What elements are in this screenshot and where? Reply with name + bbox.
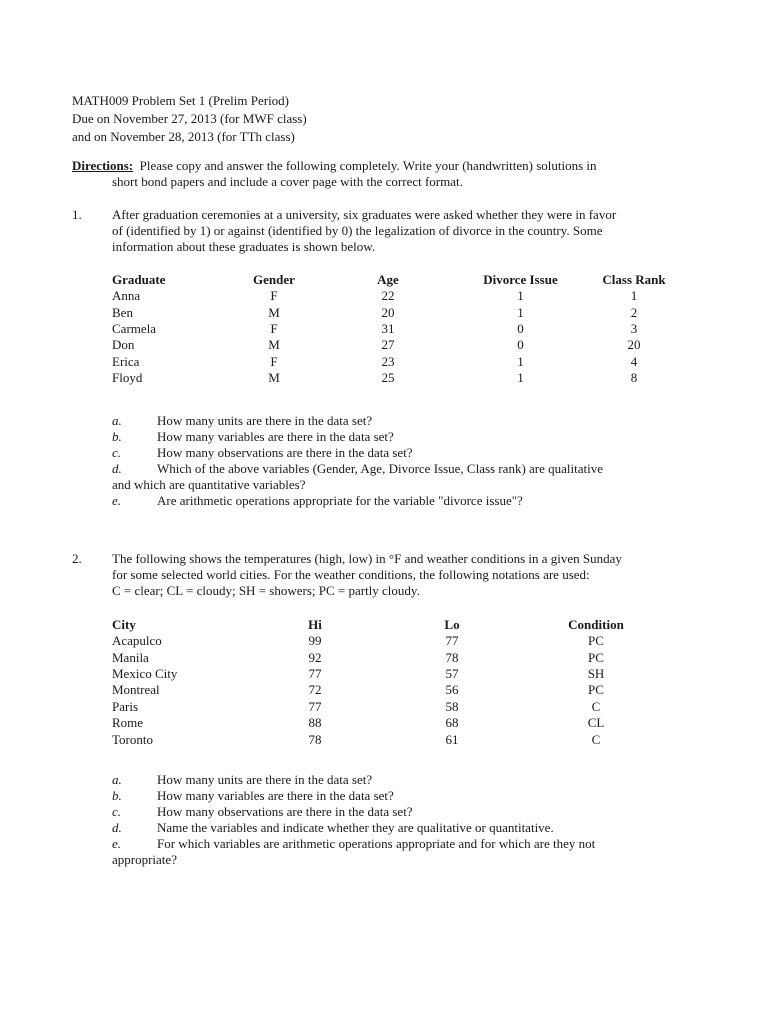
column-header: Divorce Issue [483,271,558,287]
table-cell: Floyd [112,370,143,386]
table-cell: Montreal [112,682,160,698]
table-cell: PC [588,633,604,649]
table-cell: M [268,304,280,320]
sub-questions [112,413,712,509]
table-cell: 1 [517,288,524,304]
sub-question-continued: appropriate? [112,851,177,867]
column-header: Gender [253,271,295,287]
table-cell: 27 [381,337,395,353]
table-row [112,649,644,665]
sub-questions [112,772,712,868]
table-row [112,337,695,353]
column-header: Graduate [112,271,166,287]
table-cell: F [270,320,278,336]
sub-question-text: How many variables are there in the data set? [157,429,394,445]
table-cell: 22 [381,288,395,304]
graduates-table [112,271,695,386]
table-cell: 92 [308,649,322,665]
table-cell: Acapulco [112,633,162,649]
table-cell: Anna [112,288,141,304]
table-row [112,304,695,320]
table-cell: 1 [517,353,524,369]
directions-text-continued: short bond papers and include a cover page with the correct format. [112,174,463,189]
table-cell: PC [588,682,604,698]
sub-question-text: How many variables are there in the data set? [157,787,394,803]
table-cell: C [591,698,601,714]
table-cell: 88 [308,715,322,731]
table-cell: 77 [308,698,322,714]
table-cell: 78 [445,649,459,665]
table-row [112,699,644,715]
question-number: 1. [72,207,82,222]
sub-question-text: Are arithmetic operations appropriate for the variable "divorce issue"? [157,493,523,509]
table-cell: Ben [112,304,133,320]
sub-question [112,788,712,804]
table-cell: 2 [630,304,638,320]
sub-question [112,772,712,788]
table-cell: 56 [445,682,459,698]
sub-question-letter: e. [112,835,122,851]
sub-question-text: How many observations are there in the data set? [157,445,413,461]
table-cell: 31 [381,320,395,336]
sub-question [112,461,712,477]
sub-question-text: For which variables are arithmetic operations appropriate and for which are they not [157,835,596,851]
table-cell: 20 [381,304,395,320]
sub-question-continued: and which are quantitative variables? [112,477,306,493]
table-cell: Mexico City [112,665,178,681]
column-header: Age [377,271,399,287]
sub-question-letter: b. [112,429,122,445]
table-cell: 20 [627,337,641,353]
directions-text: Please copy and answer the following completely. Write your (handwritten) solutions in [139,158,597,173]
sub-question-text: Which of the above variables (Gender, Age, Divorce Issue, Class rank) are qualitative [157,461,604,477]
sub-question-text: How many units are there in the data set? [157,413,373,429]
table-cell: SH [587,665,605,681]
table-row [112,321,695,337]
sub-question [112,429,712,445]
table-cell: CL [587,715,605,731]
due-date-mwf: Due on November 27, 2013 (for MWF class) [72,111,307,126]
table-row [112,288,695,304]
table-cell: 3 [630,320,638,336]
table-cell: 99 [308,633,322,649]
question-intro-line: After graduation ceremonies at a university, six graduates were asked whether they were in favor [112,207,617,222]
table-cell: 0 [517,320,524,336]
sub-question-letter: b. [112,787,122,803]
column-header: City [112,616,136,632]
column-header: Hi [308,616,322,632]
table-cell: 57 [445,665,459,681]
table-row [112,354,695,370]
question-intro-line: C = clear; CL = cloudy; SH = showers; PC = partly cloudy. [112,583,420,598]
table-cell: M [268,370,280,386]
question-intro-line: information about these graduates is shown below. [112,239,376,254]
table-cell: 61 [445,731,459,747]
sub-question-letter: d. [112,819,122,835]
table-cell: 78 [308,731,322,747]
question-intro-line: for some selected world cities. For the weather conditions, the following notations are used: [112,567,590,582]
question-1 [72,207,712,509]
table-cell: 23 [381,353,395,369]
table-cell: 77 [445,633,459,649]
table-cell: Erica [112,353,140,369]
sub-question-text: How many units are there in the data set? [157,771,373,787]
table-cell: PC [588,649,604,665]
table-cell: M [268,337,280,353]
sub-question-letter: a. [112,413,122,429]
sub-question-text: How many observations are there in the data set? [157,803,413,819]
column-header: Class Rank [602,271,666,287]
document-header [72,93,307,147]
column-header: Condition [568,616,624,632]
question-intro-line: of (identified by 1) or against (identified by 0) the legalization of divorce in the country. Some [112,223,603,238]
sub-question-text: Name the variables and indicate whether they are qualitative or quantitative. [157,819,554,835]
table-cell: 8 [630,370,638,386]
table-row [112,682,644,698]
table-row [112,666,644,682]
question-2 [72,551,712,868]
course-title: MATH009 Problem Set 1 (Prelim Period) [72,93,290,108]
table-cell: 1 [630,288,638,304]
table-row [112,633,644,649]
sub-question-letter: c. [112,445,122,461]
sub-question-letter: e. [112,493,122,509]
table-cell: 58 [445,698,459,714]
table-cell: Manila [112,649,149,665]
table-cell: 68 [445,715,459,731]
table-cell: F [270,288,278,304]
table-cell: 77 [308,665,322,681]
table-row [112,715,644,731]
table-cell: Toronto [112,731,153,747]
table-cell: Rome [112,715,144,731]
cities-table [112,616,644,748]
sub-question-letter: d. [112,461,122,477]
table-cell: 1 [517,370,524,386]
table-cell: Paris [112,698,138,714]
sub-question [112,836,712,852]
sub-question-letter: a. [112,771,122,787]
column-header: Lo [444,616,460,632]
table-cell: 0 [517,337,524,353]
table-cell: 72 [308,682,322,698]
sub-question [112,820,712,836]
table-header-row [112,616,644,633]
sub-question [112,804,712,820]
table-row [112,731,644,747]
due-date-tth: and on November 28, 2013 (for TTh class) [72,129,295,144]
table-cell: 1 [517,304,524,320]
table-cell: 25 [381,370,395,386]
directions-block [72,158,712,190]
table-cell: Carmela [112,320,157,336]
question-number: 2. [72,551,82,566]
table-cell: C [591,731,601,747]
table-cell: 4 [630,353,638,369]
sub-question [112,413,712,429]
sub-question [112,445,712,461]
table-cell: F [270,353,278,369]
sub-question-letter: c. [112,803,122,819]
table-header-row [112,271,695,288]
sub-question [112,493,712,509]
table-cell: Don [112,337,135,353]
directions-label: Directions: [72,158,134,173]
question-intro-line: The following shows the temperatures (high, low) in °F and weather conditions in a given Sunday [112,551,622,566]
table-row [112,370,695,386]
